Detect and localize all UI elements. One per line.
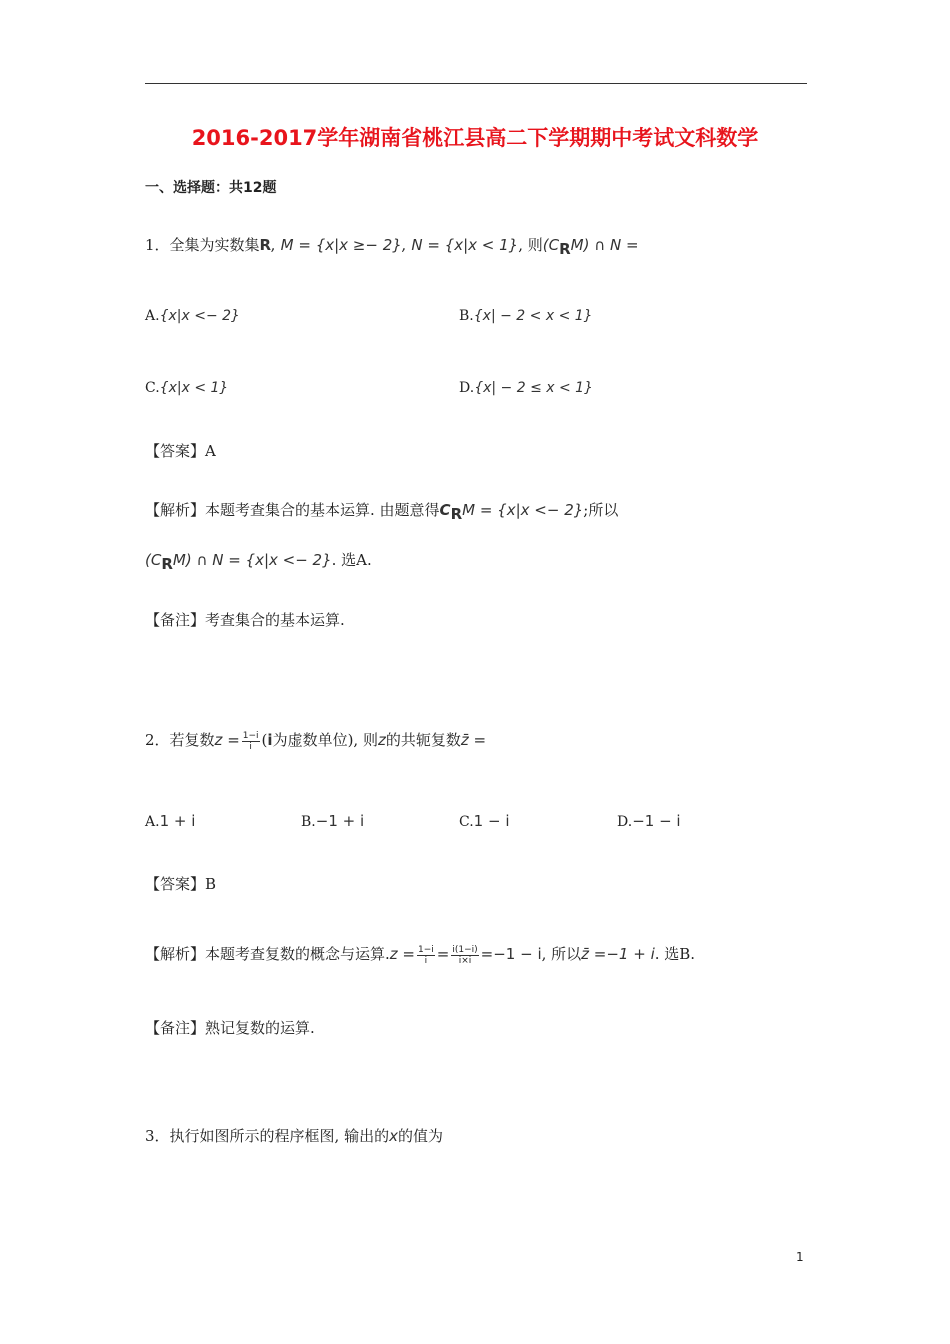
q2-text2: ( (261, 731, 268, 749)
page-number: 1 (796, 1250, 804, 1264)
question-2-text: 2．若复数 (145, 731, 215, 749)
q2-fraction-num: 1−i (242, 730, 259, 741)
q2-z2: z (377, 731, 386, 749)
q1-analysis-c: C (439, 501, 451, 519)
q2-analysis-frac2-num: i(1−i) (452, 944, 478, 955)
question-2 (145, 730, 486, 752)
q2-analysis-frac1-den: i (424, 955, 428, 966)
q2-option-d (617, 812, 681, 830)
q1-option-c-label: C. (145, 380, 160, 396)
q1-analysis-prefix: 【解析】本题考查集合的基本运算. 由题意得 (145, 501, 440, 519)
q2-analysis-result: =−1 − i (480, 945, 542, 963)
q1-option-d (459, 380, 593, 396)
q1-option-c (145, 380, 228, 396)
q2-option-c (459, 812, 510, 830)
q1-analysis-expr: M = {x|x <− 2} (462, 501, 584, 519)
q1-option-a-label: A. (145, 308, 160, 324)
page-title: 2016-2017学年湖南省桃江县高二下学期期中考试文科数学 (191, 126, 759, 150)
q2-analysis-frac2-den: i×i (458, 955, 472, 966)
question-3-text: 3．执行如图所示的程序框图, 输出的 (145, 1127, 390, 1145)
q1-expr-close: M) ∩ N = (570, 236, 639, 254)
q2-option-b (301, 812, 364, 830)
q2-zbar: z̄ = (460, 731, 487, 749)
q1-expr-open: (C (542, 236, 560, 254)
question-3-text2: 的值为 (397, 1127, 443, 1145)
question-3 (145, 1126, 443, 1146)
q1-option-b-label: B. (459, 308, 474, 324)
q2-option-d-label: D. (617, 814, 633, 830)
q1-analysis (145, 500, 618, 524)
q2-analysis-zbar: z̄ =−1 + i (581, 945, 655, 963)
q2-analysis-frac2 (451, 945, 478, 966)
q2-analysis (145, 944, 695, 966)
q2-answer: 【答案】B (145, 875, 217, 893)
set-n-def: , N = {x|x < 1} (401, 236, 519, 254)
q1-option-d-value: {x| − 2 ≤ x < 1} (474, 380, 593, 396)
question-1 (145, 235, 639, 259)
q2-fraction (242, 731, 260, 752)
q2-analysis-prefix: 【解析】本题考查复数的概念与运算. (145, 945, 390, 963)
q2-analysis-z: z = (389, 945, 415, 963)
q1-expr-sub: R (559, 240, 571, 258)
q2-analysis-eq: = (436, 945, 450, 963)
question-1-ze: , 则 (518, 236, 543, 254)
q2-option-b-label: B. (301, 814, 316, 830)
q1-analysis2-sub: R (161, 555, 173, 573)
q2-text4: 的共轭复数 (385, 731, 461, 749)
real-set-symbol: R (259, 236, 272, 254)
q2-analysis-frac1 (417, 945, 435, 966)
q2-option-a-label: A. (145, 814, 160, 830)
q2-option-a-value: 1 + i (159, 812, 196, 830)
q2-option-c-label: C. (459, 814, 474, 830)
q1-analysis2-expr: M) ∩ N = {x|x <− 2} (172, 551, 332, 569)
q1-option-b (459, 308, 593, 324)
question-1-text: 1．全集为实数集 (145, 236, 260, 254)
q1-option-a-value: {x|x <− 2} (159, 308, 240, 324)
q2-option-d-value: −1 − i (632, 812, 681, 830)
q1-analysis-suffix: ;所以 (583, 501, 619, 519)
q2-analysis-end: . 选B. (654, 945, 696, 963)
q1-option-b-value: {x| − 2 < x < 1} (473, 308, 593, 324)
q2-note: 【备注】熟记复数的运算. (145, 1019, 315, 1037)
section-heading: 一、选择题：共12题 (145, 180, 277, 196)
q2-analysis-suffix: , 所以 (541, 945, 582, 963)
header-rule (145, 83, 807, 84)
q1-analysis-sub: R (450, 505, 463, 523)
q2-option-c-value: 1 − i (473, 812, 510, 830)
q2-option-b-value: −1 + i (315, 812, 365, 830)
q2-z: z = (214, 731, 240, 749)
q1-option-a (145, 308, 240, 324)
q1-option-c-value: {x|x < 1} (159, 380, 229, 396)
q1-analysis2-open: (C (145, 551, 162, 569)
q1-answer: 【答案】A (145, 442, 216, 460)
q1-note: 【备注】考查集合的基本运算. (145, 611, 345, 629)
q1-analysis2-suffix: . 选A. (331, 551, 372, 569)
q1-analysis-line2 (145, 550, 372, 574)
q2-fraction-den: i (249, 741, 252, 752)
q2-text3: 为虚数单位), 则 (272, 731, 378, 749)
q1-option-d-label: D. (459, 380, 475, 396)
q2-imag-unit: i (267, 731, 273, 749)
q2-analysis-frac1-num: 1−i (418, 944, 434, 955)
set-m-def: , M = {x|x ≥− 2} (271, 236, 402, 254)
q2-option-a (145, 812, 195, 830)
q3-x: x (389, 1127, 398, 1145)
